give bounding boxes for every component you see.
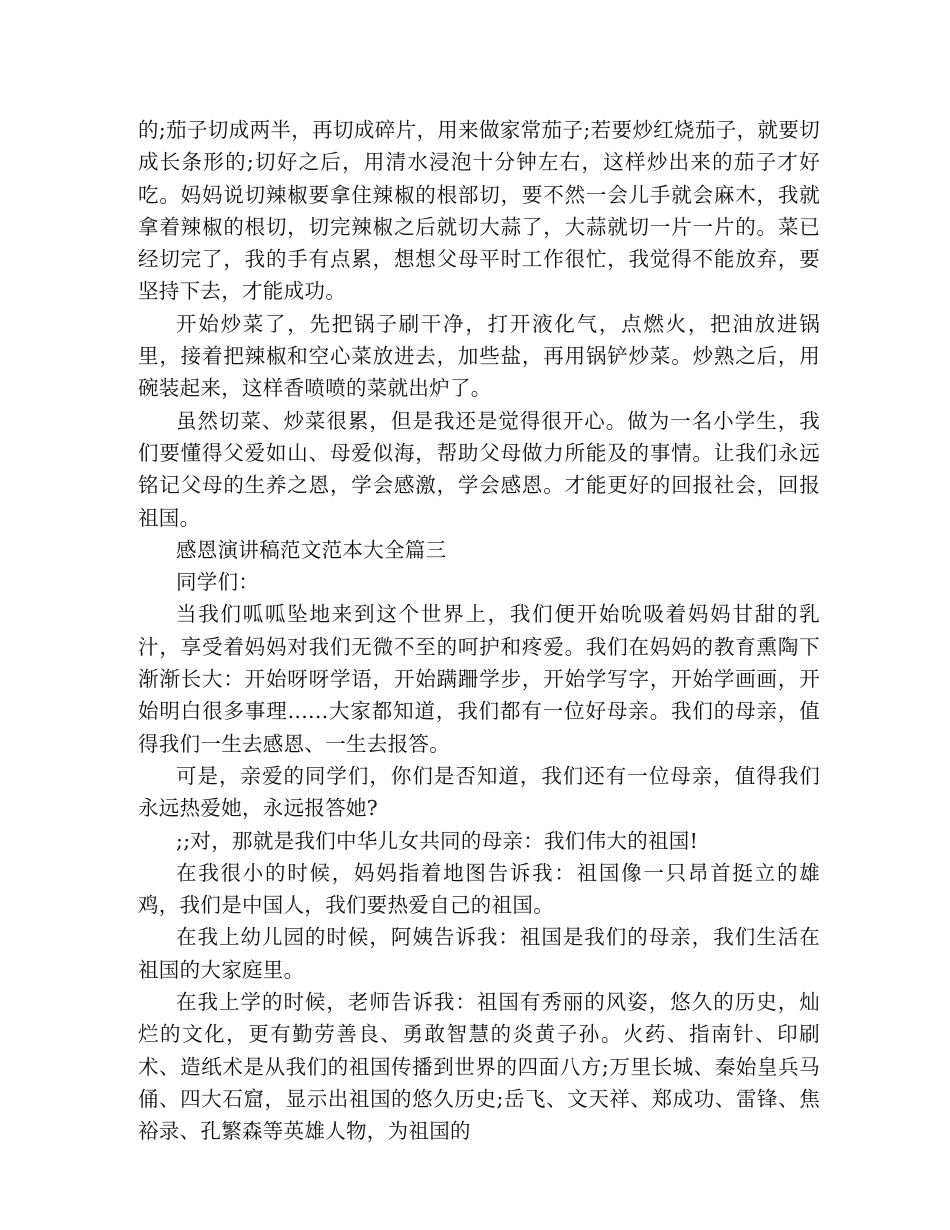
paragraph: 可是，亲爱的同学们，你们是否知道，我们还有一位母亲，值得我们永远热爱她，永远报答她? bbox=[138, 763, 820, 821]
salutation: 同学们： bbox=[176, 570, 260, 595]
paragraph: 当我们呱呱坠地来到这个世界上，我们便开始吮吸着妈妈甘甜的乳汁，享受着妈妈对我们无微不至的呵护和疼爱。我们在妈妈的教育熏陶下渐渐长大：开始呀呀学语，开始蹒跚学步，开始学写字，开始学画画，开始明白很多事理......大家都知道，我们都有一位好母亲。我们的母亲，值得我们一生去感恩、一生去报答。 bbox=[138, 602, 820, 756]
paragraph: 虽然切菜、炒菜很累，但是我还是觉得很开心。做为一名小学生，我们要懂得父爱如山、母爱似海，帮助父母做力所能及的事情。让我们永远铭记父母的生养之恩，学会感激，学会感恩。才能更好的回报社会，回报祖国。 bbox=[138, 408, 820, 530]
paragraph: 开始炒菜了，先把锅子刷干净，打开液化气，点燃火，把油放进锅里，接着把辣椒和空心菜放进去，加些盐，再用锅铲炒菜。炒熟之后，用碗装起来，这样香喷喷的菜就出炉了。 bbox=[138, 311, 820, 401]
section-heading: 感恩演讲稿范文范本大全篇三 bbox=[176, 537, 447, 562]
document-body bbox=[138, 114, 820, 1148]
paragraph: 在我上学的时候，老师告诉我：祖国有秀丽的风姿，悠久的历史，灿烂的文化，更有勤劳善良、勇敢智慧的炎黄子孙。火药、指南针、印刷术、造纸术是从我们的祖国传播到世界的四面八方;万里长城、秦始皇兵马俑、四大石窟，显示出祖国的悠久历史;岳飞、文天祥、郑成功、雷锋、焦裕录、孔繁森等英雄人物，为祖国的 bbox=[138, 990, 820, 1144]
paragraph-continuation: 的;茄子切成两半，再切成碎片，用来做家常茄子;若要炒红烧茄子，就要切成长条形的;切好之后，用清水浸泡十分钟左右，这样炒出来的茄子才好吃。妈妈说切辣椒要拿住辣椒的根部切，要不然一会儿手就会麻木，我就拿着辣椒的根切，切完辣椒之后就切大蒜了，大蒜就切一片一片的。菜已经切完了，我的手有点累，想想父母平时工作很忙，我觉得不能放弃，要坚持下去，才能成功。 bbox=[138, 118, 820, 304]
paragraph: ;;对，那就是我们中华儿女共同的母亲：我们伟大的祖国! bbox=[176, 828, 699, 853]
paragraph: 在我很小的时候，妈妈指着地图告诉我：祖国像一只昂首挺立的雄鸡，我们是中国人，我们要热爱自己的祖国。 bbox=[138, 860, 820, 918]
paragraph: 在我上幼儿园的时候，阿姨告诉我：祖国是我们的母亲，我们生活在祖国的大家庭里。 bbox=[138, 925, 820, 982]
